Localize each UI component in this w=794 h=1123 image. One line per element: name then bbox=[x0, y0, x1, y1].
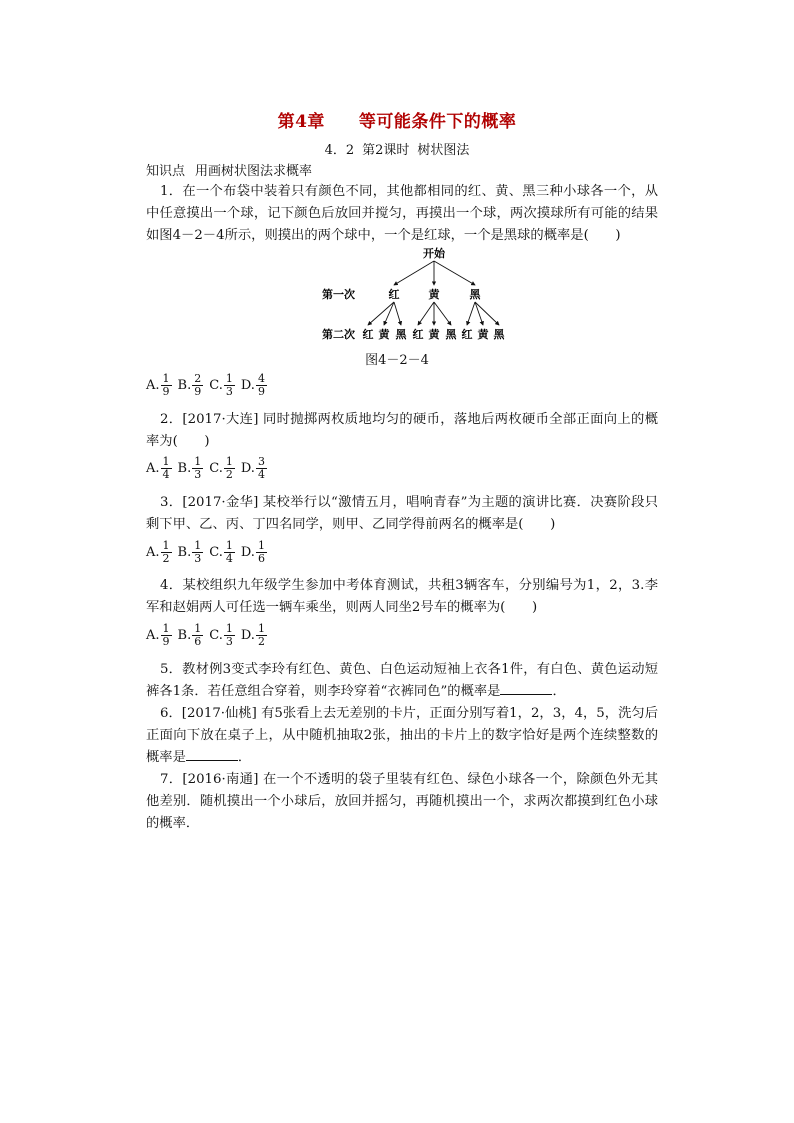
option-label: C. bbox=[209, 378, 223, 393]
question-4-text: 4．某校组织九年级学生参加中考体育测试，共租3辆客车，分别编号为1，2，3.李军和赵娟两人可任选一辆车乘坐，则两人同坐2号车的概率为( ) bbox=[146, 578, 658, 615]
option-label: A. bbox=[146, 461, 160, 476]
knowledge-point-text: 用画树状图法求概率 bbox=[195, 164, 313, 179]
tree-arrow bbox=[467, 302, 475, 325]
figure-caption: 图4－2－4 bbox=[365, 353, 429, 368]
fraction bbox=[161, 373, 172, 398]
fraction-denominator: 4 bbox=[257, 468, 265, 481]
question-6-tail: ． bbox=[237, 750, 252, 765]
fraction bbox=[256, 540, 267, 565]
fraction-numerator: 1 bbox=[162, 539, 170, 552]
fraction bbox=[192, 540, 203, 565]
fraction-numerator: 1 bbox=[225, 539, 233, 552]
question-2 bbox=[146, 409, 658, 453]
option-d[interactable] bbox=[241, 456, 267, 481]
question-7 bbox=[146, 769, 658, 835]
fraction-numerator: 1 bbox=[225, 372, 233, 385]
fraction-numerator: 1 bbox=[225, 455, 233, 468]
option-label: D. bbox=[240, 461, 255, 476]
tree-level2-label: 第二次 bbox=[322, 328, 355, 341]
section-lesson: 第2课时 bbox=[362, 143, 410, 158]
fraction-numerator: 2 bbox=[194, 372, 202, 385]
tree-arrow bbox=[434, 261, 475, 285]
fraction-denominator: 4 bbox=[162, 468, 170, 481]
option-b[interactable] bbox=[178, 623, 204, 648]
option-b[interactable] bbox=[178, 456, 204, 481]
option-label: D. bbox=[240, 628, 255, 643]
question-6-text: 6．[2017·仙桃] 有5张看上去无差别的卡片，正面分别写着1，2，3，4，5，洗匀后正面向下放在桌子上，从中随机抽取2张，抽出的卡片上的数字恰好是两个连续整数的概率是 bbox=[146, 706, 658, 765]
fraction bbox=[224, 373, 235, 398]
question-6 bbox=[146, 703, 658, 769]
tree-node-level2: 红 bbox=[461, 328, 473, 341]
tree-arrow bbox=[434, 302, 451, 325]
tree-arrow bbox=[384, 302, 394, 325]
section-name: 树状图法 bbox=[417, 143, 470, 158]
fraction bbox=[224, 540, 235, 565]
question-2-options bbox=[146, 456, 273, 481]
fraction-denominator: 6 bbox=[194, 635, 202, 648]
fraction-denominator: 9 bbox=[162, 385, 170, 398]
option-d[interactable] bbox=[241, 623, 267, 648]
option-a[interactable] bbox=[146, 373, 172, 398]
section-title bbox=[0, 139, 794, 158]
question-3-text: 3．[2017·金华] 某校举行以“激情五月，唱响青春”为主题的演讲比赛．决赛阶段只剩下甲、乙、丙、丁四名同学，则甲、乙同学得前两名的概率是( ) bbox=[146, 495, 658, 532]
tree-level1-label: 第一次 bbox=[322, 288, 355, 301]
tree-node-level2: 黄 bbox=[477, 328, 489, 341]
chapter-number: 第4章 bbox=[277, 112, 325, 132]
fraction-numerator: 1 bbox=[162, 622, 170, 635]
question-5 bbox=[146, 659, 658, 703]
tree-arrow bbox=[394, 302, 401, 325]
tree-node-level2: 黑 bbox=[395, 328, 407, 341]
question-1-text: 1．在一个布袋中装着只有颜色不同，其他都相同的红、黄、黑三种小球各一个，从中任意摸出一个球，记下颜色后放回并搅匀，再摸出一个球，两次摸球所有可能的结果如图4－2－4所示，则摸出的两个球中，一个是红球，一个是黑球的概率是( ) bbox=[146, 184, 658, 243]
tree-diagram bbox=[310, 244, 510, 344]
tree-node-level1: 黑 bbox=[469, 288, 481, 301]
fraction-denominator: 9 bbox=[257, 385, 265, 398]
question-3-options bbox=[146, 540, 273, 565]
fraction-denominator: 2 bbox=[257, 635, 265, 648]
question-4 bbox=[146, 575, 658, 619]
fraction-denominator: 4 bbox=[225, 552, 233, 565]
question-1-options bbox=[146, 373, 273, 398]
fraction-numerator: 1 bbox=[225, 622, 233, 635]
fraction bbox=[256, 456, 267, 481]
question-3 bbox=[146, 492, 658, 536]
fraction bbox=[161, 456, 172, 481]
fraction-denominator: 6 bbox=[257, 552, 265, 565]
fraction bbox=[224, 456, 235, 481]
fraction-denominator: 3 bbox=[194, 552, 202, 565]
fraction-numerator: 1 bbox=[162, 455, 170, 468]
option-d[interactable] bbox=[241, 373, 267, 398]
chapter-name: 等可能条件下的概率 bbox=[358, 112, 517, 132]
option-label: C. bbox=[209, 628, 223, 643]
tree-arrow bbox=[418, 302, 434, 325]
knowledge-point bbox=[146, 160, 312, 179]
fraction bbox=[256, 623, 267, 648]
answer-blank-6[interactable] bbox=[186, 748, 238, 761]
fraction-numerator: 1 bbox=[162, 372, 170, 385]
fraction-numerator: 1 bbox=[257, 622, 265, 635]
option-c[interactable] bbox=[209, 373, 235, 398]
tree-root: 开始 bbox=[423, 247, 445, 260]
option-label: A. bbox=[146, 628, 160, 643]
fraction-numerator: 1 bbox=[194, 622, 202, 635]
option-label: C. bbox=[209, 461, 223, 476]
fraction-denominator: 3 bbox=[225, 385, 233, 398]
fraction-numerator: 3 bbox=[257, 455, 265, 468]
option-label: B. bbox=[177, 628, 192, 643]
option-label: D. bbox=[240, 545, 255, 560]
fraction-numerator: 1 bbox=[257, 539, 265, 552]
knowledge-point-label: 知识点 bbox=[146, 164, 186, 179]
tree-node-level2: 黄 bbox=[378, 328, 390, 341]
fraction bbox=[224, 623, 235, 648]
option-label: B. bbox=[177, 378, 192, 393]
fraction-denominator: 2 bbox=[225, 468, 233, 481]
tree-node-level2: 红 bbox=[412, 328, 424, 341]
option-label: B. bbox=[177, 545, 192, 560]
fraction bbox=[256, 373, 267, 398]
chapter-title bbox=[0, 107, 794, 132]
answer-blank-5[interactable] bbox=[500, 682, 552, 695]
tree-node-level2: 红 bbox=[362, 328, 374, 341]
section-number: 4．2 bbox=[324, 143, 355, 158]
question-1 bbox=[146, 181, 658, 247]
option-d[interactable] bbox=[241, 540, 267, 565]
fraction-numerator: 1 bbox=[194, 539, 202, 552]
fraction-denominator: 9 bbox=[194, 385, 202, 398]
fraction-denominator: 2 bbox=[162, 552, 170, 565]
fraction-denominator: 9 bbox=[162, 635, 170, 648]
fraction bbox=[192, 456, 203, 481]
tree-node-level1: 黄 bbox=[428, 288, 440, 301]
option-a[interactable] bbox=[146, 623, 172, 648]
fraction bbox=[192, 623, 203, 648]
option-label: A. bbox=[146, 545, 160, 560]
fraction-denominator: 3 bbox=[225, 635, 233, 648]
option-a[interactable] bbox=[146, 456, 172, 481]
fraction bbox=[161, 623, 172, 648]
question-5-text: 5．教材例3变式李玲有红色、黄色、白色运动短袖上衣各1件，有白色、黄色运动短裤各1条．若任意组合穿着，则李玲穿着“衣裤同色”的概率是 bbox=[146, 662, 658, 699]
option-c[interactable] bbox=[209, 456, 235, 481]
option-label: D. bbox=[240, 378, 255, 393]
option-b[interactable] bbox=[178, 540, 204, 565]
option-b[interactable] bbox=[178, 373, 204, 398]
tree-arrow bbox=[394, 261, 434, 285]
fraction bbox=[192, 373, 203, 398]
tree-arrow bbox=[368, 302, 394, 325]
fraction-denominator: 3 bbox=[194, 468, 202, 481]
tree-node-level2: 黄 bbox=[428, 328, 440, 341]
option-label: C. bbox=[209, 545, 223, 560]
fraction bbox=[161, 540, 172, 565]
question-4-options bbox=[146, 623, 273, 648]
fraction-numerator: 1 bbox=[194, 455, 202, 468]
option-a[interactable] bbox=[146, 540, 172, 565]
tree-node-level1: 红 bbox=[388, 288, 400, 301]
tree-node-level2: 黑 bbox=[445, 328, 457, 341]
option-c[interactable] bbox=[209, 623, 235, 648]
option-c[interactable] bbox=[209, 540, 235, 565]
option-label: B. bbox=[177, 461, 192, 476]
option-label: A. bbox=[146, 378, 160, 393]
question-2-text: 2．[2017·大连] 同时抛掷两枚质地均匀的硬币，落地后两枚硬币全部正面向上的概率为( ) bbox=[146, 412, 658, 449]
tree-node-level2: 黑 bbox=[493, 328, 505, 341]
question-7-text: 7．[2016·南通] 在一个不透明的袋子里装有红色、绿色小球各一个，除颜色外无其他差别．随机摸出一个小球后，放回并摇匀，再随机摸出一个，求两次都摸到红色小球的概率． bbox=[146, 772, 658, 831]
question-5-tail: ． bbox=[552, 684, 566, 699]
fraction-numerator: 4 bbox=[257, 372, 265, 385]
